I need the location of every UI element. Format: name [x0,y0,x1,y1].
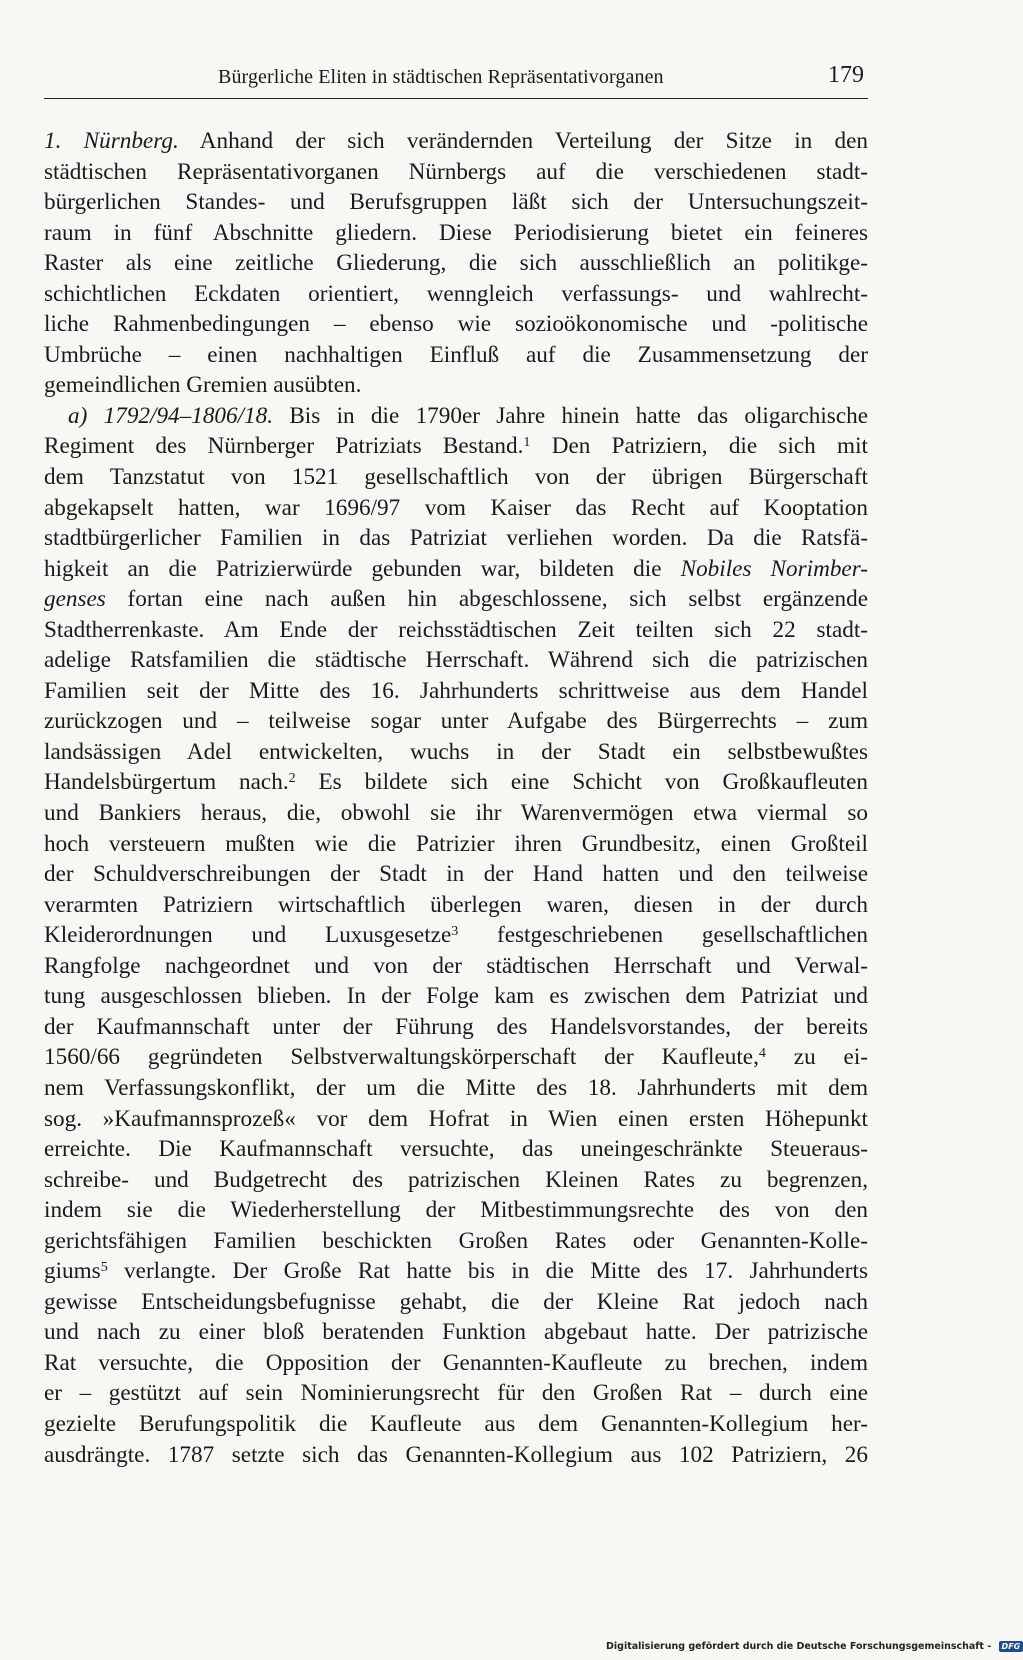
italic-text: Nobiles Norimber- [680,555,868,582]
line-text: Den Patriziern, die sich mit [530,433,868,460]
text-line [44,1317,868,1348]
text-line [44,584,868,615]
text-line [44,1134,868,1165]
text-line [44,1195,868,1226]
text-line [44,248,868,279]
italic-text: genses [44,586,106,613]
text-line [44,1378,868,1409]
text-line [44,1256,868,1287]
text-line [44,767,868,798]
text-line [44,676,868,707]
line-text: raum in fünf Abschnitte gliedern. Diese Periodisierung bietet ein feineres [44,219,868,246]
page-header [44,60,868,99]
text-line [44,1042,868,1073]
text-line [44,1348,868,1379]
line-text: Es bildete sich eine Schicht von Großkaufleuten [295,769,868,796]
text-line [44,645,868,676]
line-text: und nach zu einer bloß beratenden Funktion abgebaut hatte. Der patrizische [44,1319,868,1346]
running-title: Bürgerliche Eliten in städtischen Repräsentativorganen [218,66,664,88]
text-line [44,890,868,921]
text-line [44,1165,868,1196]
line-text: erreichte. Die Kaufmannschaft versuchte, das uneingeschränkte Steueraus- [44,1136,868,1163]
italic-text: 1. Nürnberg. [44,128,179,154]
credit-text: Digitalisierung gefördert durch die Deutsche Forschungsgemeinschaft - [606,1641,992,1652]
text-line [44,1226,868,1257]
line-text: tung ausgeschlossen blieben. In der Folge kam es zwischen dem Patriziat und [44,983,868,1010]
line-text: liche Rahmenbedingungen – ebenso wie sozioökonomische und -politische [44,311,868,338]
text-line [44,279,868,310]
line-text: Rat versuchte, die Opposition der Genannten-Kaufleute zu brechen, indem [44,1349,868,1376]
line-text: Regiment des Nürnberger Patriziats Bestand. [44,433,524,460]
text-line [44,920,868,951]
text-line [44,1409,868,1440]
line-text: fortan eine nach außen hin abgeschlossene, sich selbst ergänzende [105,586,868,613]
dfg-logo-icon: DFG [999,1641,1023,1652]
text-line [44,157,868,188]
text-line [44,187,868,218]
text-line [44,370,868,401]
footnote-marker: 1 [523,435,531,451]
line-text: zu ei- [765,1044,869,1071]
text-line [44,859,868,890]
text-line [44,798,868,829]
text-line [44,340,868,371]
line-text: dem Tanzstatut von 1521 gesellschaftlich von der übrigen Bürgerschaft [44,464,868,491]
line-text: higkeit an die Patrizierwürde gebunden war, bildeten die [44,555,681,582]
line-text: der Schuldverschreibungen der Stadt in der Hand hatten und den teilweise [44,861,868,888]
footnote-marker: 5 [100,1260,108,1276]
line-text: zurückzogen und – teilweise sogar unter Aufgabe des Bürgerrechts – zum [44,708,868,735]
line-text: Familien seit der Mitte des 16. Jahrhunderts schrittweise aus dem Handel [44,677,868,704]
line-text: ausdrängte. 1787 setzte sich das Genannten-Kollegium aus 102 Patriziern, 26 [44,1441,868,1468]
line-text: gerichtsfähigen Familien beschickten Großen Rates oder Genannten-Kolle- [44,1227,868,1254]
line-text: Anhand der sich verändernden Verteilung der Sitze in den [178,128,868,154]
line-text: abgekapselt hatten, war 1696/97 vom Kaiser das Recht auf Kooptation [44,494,868,521]
text-line [44,554,868,585]
text-line [44,737,868,768]
line-text: schichtlichen Eckdaten orientiert, wenngleich verfassungs- und wahlrecht- [44,280,868,307]
text-line [44,493,868,524]
text-line [44,462,868,493]
text-line [44,1073,868,1104]
line-text: Kleiderordnungen und Luxusgesetze [44,922,452,949]
page-number: 179 [828,62,864,88]
text-line [44,126,868,157]
text-line [44,401,868,432]
footnote-marker: 4 [758,1046,766,1062]
line-text: Raster als eine zeitliche Gliederung, die sich ausschließlich an politikge- [44,250,868,277]
text-line [44,615,868,646]
line-text: sog. »Kaufmannsprozeß« vor dem Hofrat in Wien einen ersten Höhepunkt [44,1105,868,1132]
line-text: Bis in die 1790er Jahre hinein hatte das oligarchische [273,402,868,429]
line-text: verlangte. Der Große Rat hatte bis in die Mitte des 17. Jahrhunderts [107,1258,868,1285]
text-line [44,1440,868,1471]
line-text: nem Verfassungskonflikt, der um die Mitte des 18. Jahrhunderts mit dem [44,1074,868,1101]
footnote-marker: 2 [288,771,296,787]
line-text: hoch versteuern mußten wie die Patrizier ihren Grundbesitz, einen Großteil [44,830,868,857]
line-text: Handelsbürgertum nach. [44,769,289,796]
text-line [44,218,868,249]
line-text: adelige Ratsfamilien die städtische Herrschaft. Während sich die patrizischen [44,647,868,674]
line-text: Umbrüche – einen nachhaltigen Einfluß auf die Zusammensetzung der [44,341,868,368]
text-line [44,523,868,554]
text-line [44,1104,868,1135]
text-line [44,1287,868,1318]
line-text: und Bankiers heraus, die, obwohl sie ihr Warenvermögen etwa viermal so [44,800,868,827]
line-text: gezielte Berufungspolitik die Kaufleute aus dem Genannten-Kollegium her- [44,1410,868,1437]
line-text: verarmten Patriziern wirtschaftlich überlegen waren, diesen in der durch [44,891,868,918]
line-text: indem sie die Wiederherstellung der Mitbestimmungsrechte des von den [44,1197,868,1224]
line-text: Rangfolge nachgeordnet und von der städtischen Herrschaft und Verwal- [44,952,868,979]
text-line [44,829,868,860]
line-text: landsässigen Adel entwickelten, wuchs in der Stadt ein selbstbewußtes [44,738,868,765]
line-text: gemeindlichen Gremien ausübten. [44,372,362,399]
line-text: giums [44,1258,101,1285]
line-text: schreibe- und Budgetrecht des patrizischen Kleinen Rates zu begrenzen, [44,1166,868,1193]
line-text: festgeschriebenen gesellschaftlichen [458,922,868,949]
line-text: Stadtherrenkaste. Am Ende der reichsstädtischen Zeit teilten sich 22 stadt- [44,616,868,643]
digitization-credit [606,1641,1023,1652]
text-line [44,1012,868,1043]
line-text: städtischen Repräsentativorganen Nürnbergs auf die verschiedenen stadt- [44,158,868,185]
line-text: gewisse Entscheidungsbefugnisse gehabt, die der Kleine Rat jedoch nach [44,1288,868,1315]
footnote-marker: 3 [451,924,459,940]
line-text: er – gestützt auf sein Nominierungsrecht für den Großen Rat – durch eine [44,1380,868,1407]
text-line [44,309,868,340]
line-text: stadtbürgerlicher Familien in das Patriziat verliehen worden. Da die Ratsfä- [44,525,868,552]
italic-text: a) 1792/94–1806/18. [68,402,274,429]
text-line [44,431,868,462]
line-text: 1560/66 gegründeten Selbstverwaltungskörperschaft der Kaufleute, [44,1044,759,1071]
text-line [44,706,868,737]
text-line [44,951,868,982]
line-text: der Kaufmannschaft unter der Führung des Handelsvorstandes, der bereits [44,1013,868,1040]
line-text: bürgerlichen Standes- und Berufsgruppen läßt sich der Untersuchungszeit- [44,189,868,216]
body-text [44,126,868,1470]
text-line [44,981,868,1012]
